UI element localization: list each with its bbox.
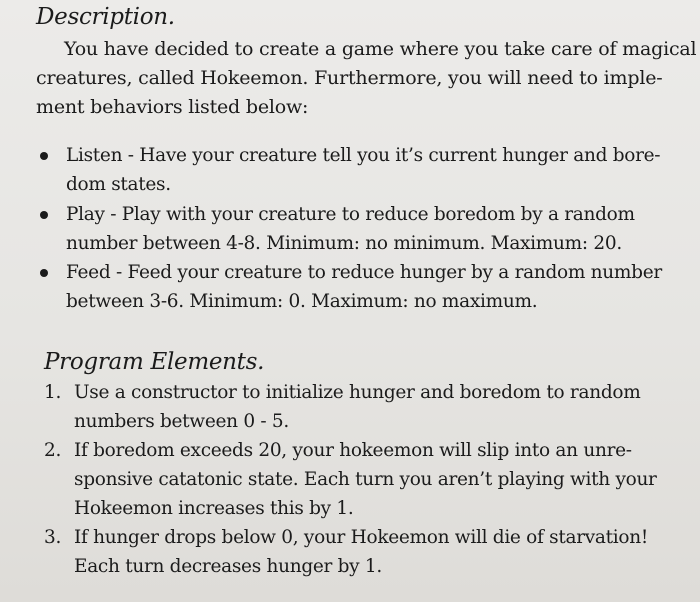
bullet-line: between 3-6. Minimum: 0. Maximum: no maximum.: [66, 291, 538, 312]
program-elements-heading: Program Elements.: [44, 349, 265, 375]
description-paragraph: [36, 35, 696, 122]
bullet-line: dom states.: [66, 174, 171, 195]
item-line: sponsive catatonic state. Each turn you aren’t playing with your: [74, 469, 657, 490]
description-heading: Description.: [36, 4, 175, 30]
item-number: 3.: [44, 527, 62, 548]
paragraph-line: ment behaviors listed below:: [36, 96, 309, 118]
item-line: Each turn decreases hunger by 1.: [74, 556, 382, 577]
bullet-dot-icon: [40, 152, 48, 160]
bullet-line: number between 4-8. Minimum: no minimum. Maximum: 20.: [66, 233, 622, 254]
item-line: Use a constructor to initialize hunger and boredom to random: [74, 382, 641, 403]
item-line: numbers between 0 - 5.: [74, 411, 289, 432]
paragraph-line: You have decided to create a game where you take care of magical: [64, 38, 697, 60]
program-element-2: [44, 436, 694, 523]
bullet-dot-icon: [40, 211, 48, 219]
item-line: Hokeemon increases this by 1.: [74, 498, 354, 519]
item-line: If boredom exceeds 20, your hokeemon will slip into an unre-: [74, 440, 632, 461]
paragraph-line: creatures, called Hokeemon. Furthermore, you will need to imple-: [36, 67, 663, 89]
program-element-1: [44, 378, 694, 436]
bullet-dot-icon: [40, 269, 48, 277]
bullet-line: Listen - Have your creature tell you it’s current hunger and bore-: [66, 145, 661, 166]
bullet-line: Play - Play with your creature to reduce boredom by a random: [66, 204, 635, 225]
program-element-3: [44, 523, 694, 581]
bullet-line: Feed - Feed your creature to reduce hunger by a random number: [66, 262, 662, 283]
item-number: 2.: [44, 440, 62, 461]
bullet-listen: [36, 141, 696, 199]
item-number: 1.: [44, 382, 62, 403]
bullet-play: [36, 200, 696, 258]
bullet-feed: [36, 258, 696, 316]
item-line: If hunger drops below 0, your Hokeemon will die of starvation!: [74, 527, 648, 548]
